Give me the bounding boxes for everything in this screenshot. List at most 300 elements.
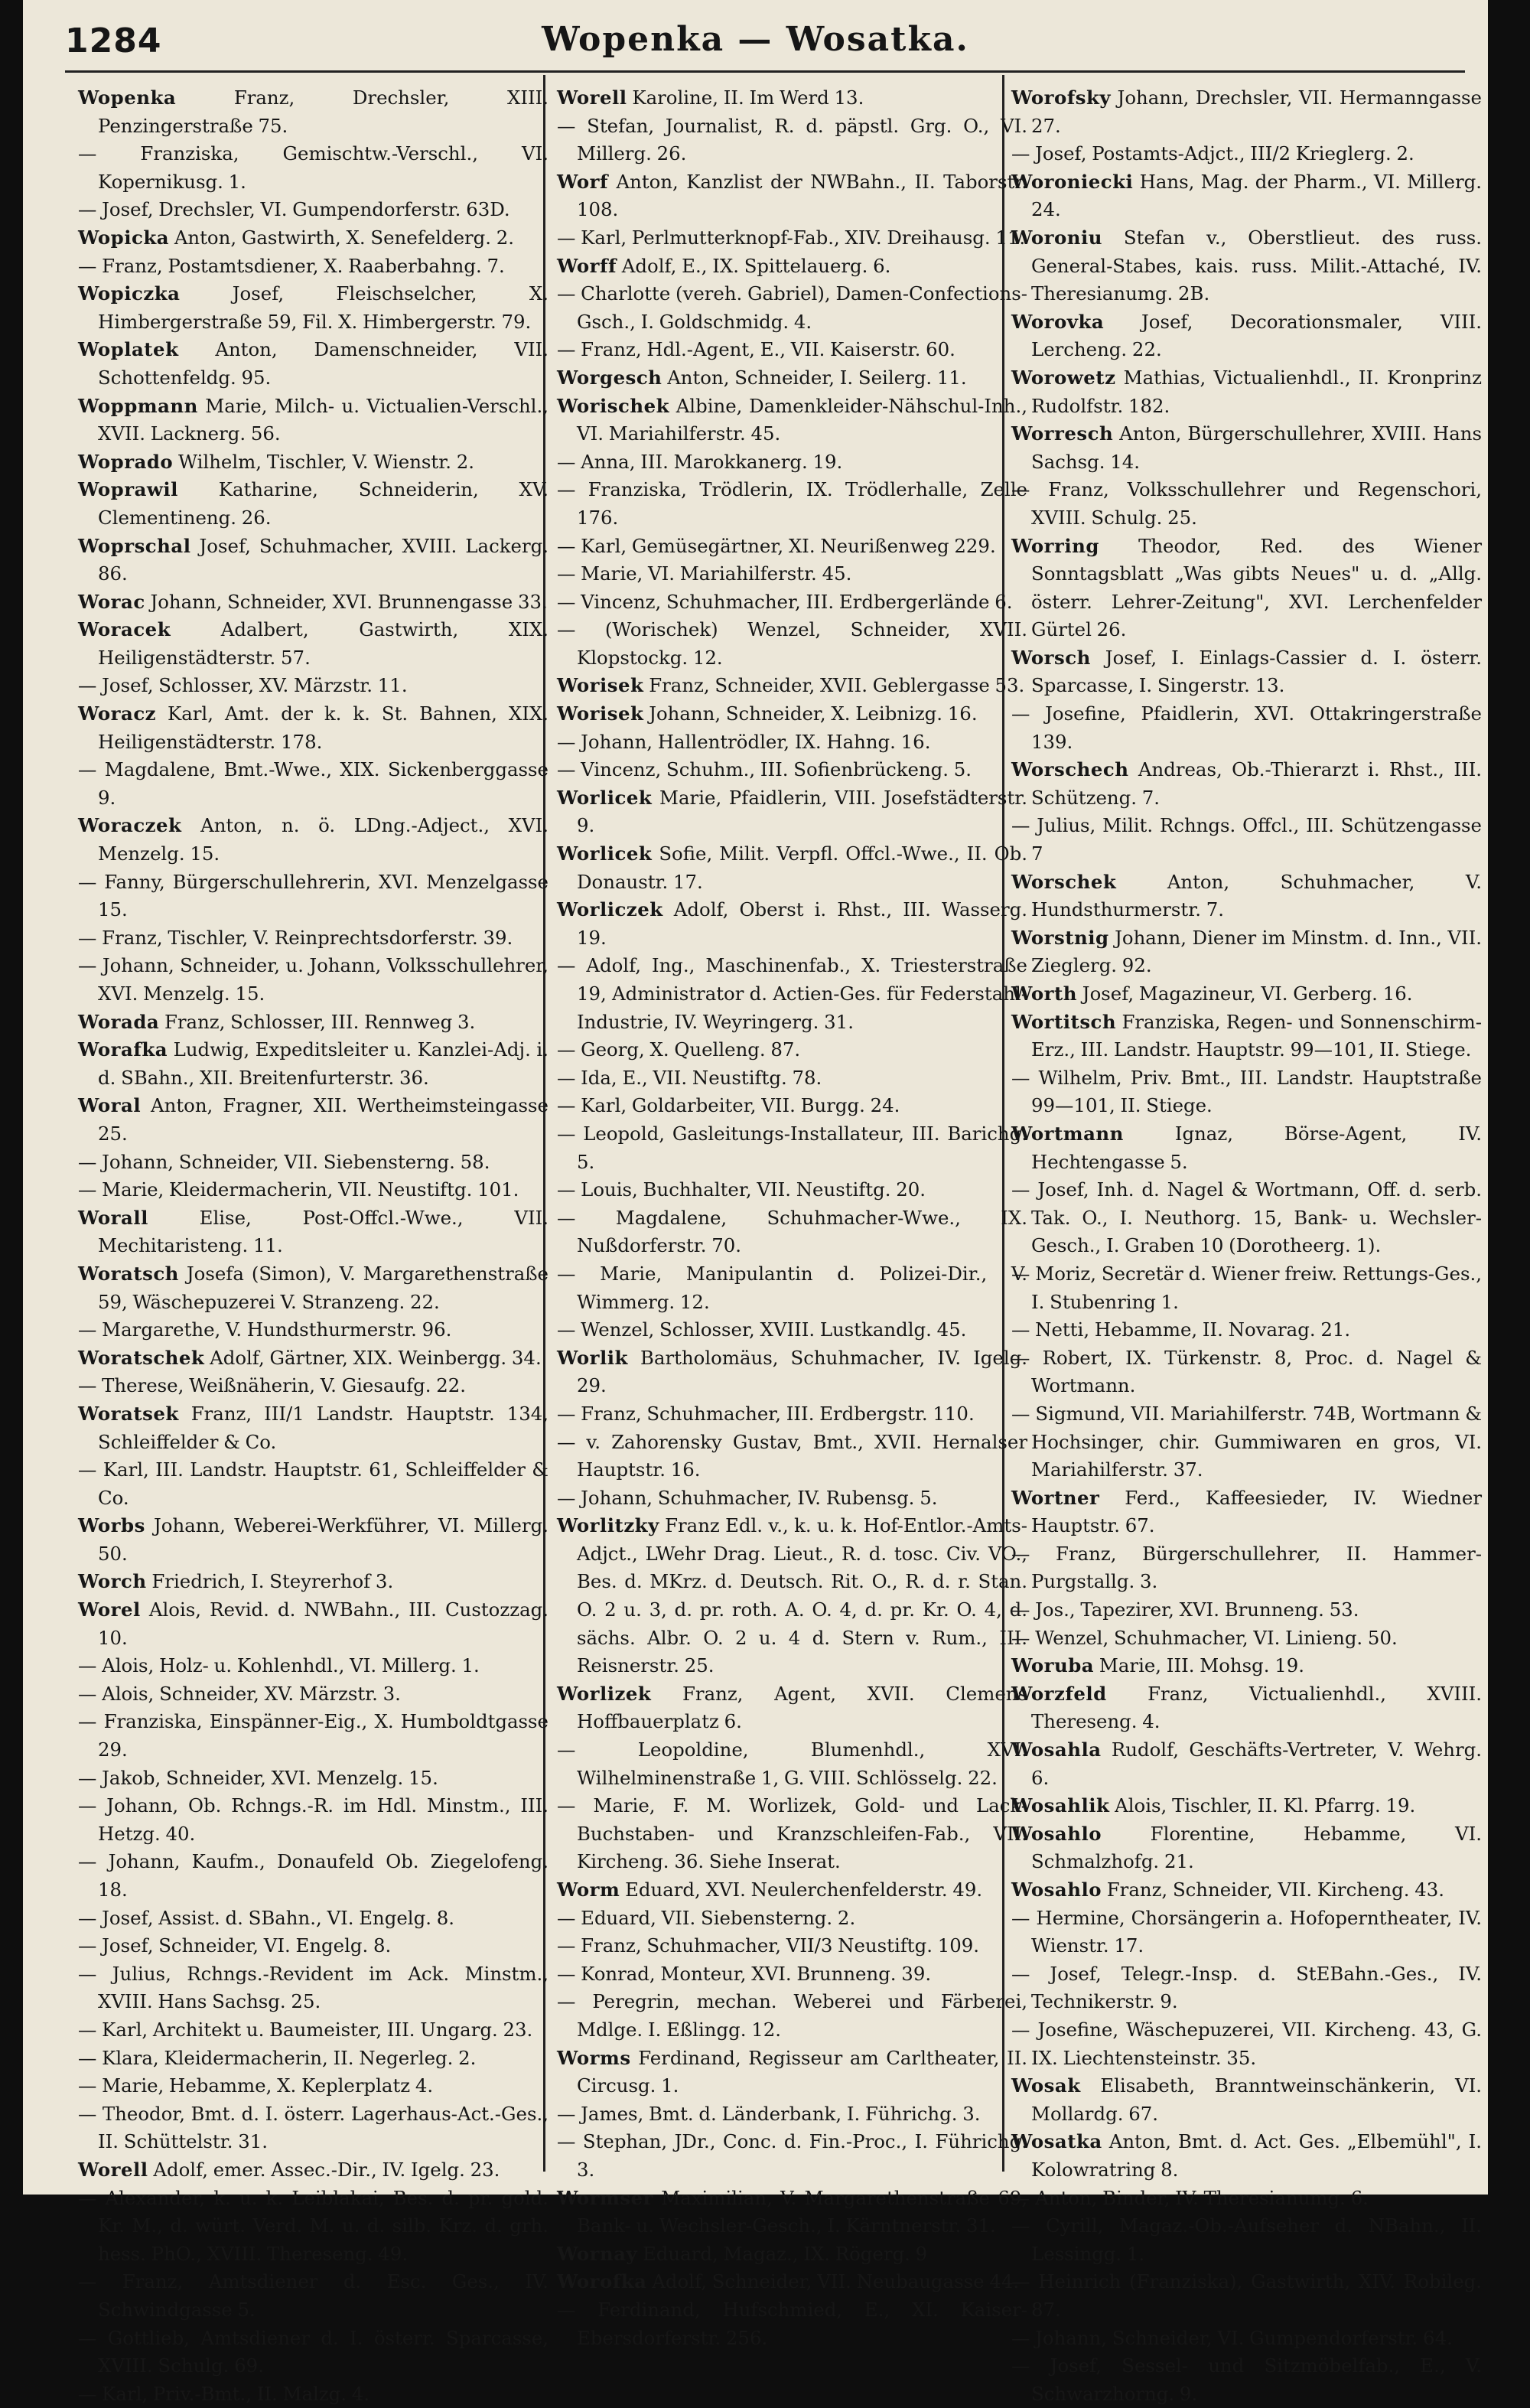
entry-details: — Heinrich (Franziska), Gastwirth, XIV. Robileg. 87.: [1011, 2270, 1482, 2321]
entry-details: — Wenzel, Schlosser, XVIII. Lustkandlg. 45.: [557, 1318, 967, 1341]
directory-entry: [78, 1204, 549, 1260]
entry-surname: Woroniecki: [1011, 170, 1134, 193]
entry-details: — Margarethe, V. Hundsthurmerstr. 96.: [78, 1318, 452, 1341]
directory-entry: [1011, 2016, 1482, 2072]
directory-entry: [557, 728, 1027, 757]
entry-details: Ferdinand, Regisseur am Carltheater, II. Circusg. 1.: [577, 2046, 1027, 2097]
directory-entry: [557, 1736, 1027, 1792]
entry-details: Eduard, XVI. Neulerchenfelderstr. 49.: [625, 1879, 983, 1901]
entry-surname: Worlik: [557, 1346, 628, 1369]
entry-surname: Worofka: [557, 2270, 647, 2293]
directory-entry: [557, 1429, 1027, 1484]
directory-entry: [1011, 1008, 1482, 1064]
entry-surname: Wortitsch: [1011, 1010, 1117, 1033]
entry-details: Franz, Drechsler, XIII. Penzingerstraße 75.: [98, 86, 549, 137]
column-right: [1011, 84, 1482, 2405]
entry-details: — Cyrill, Magaz.-Ob.-Aufseher d. NBahn., II. Lessingg. 1.: [1011, 2214, 1482, 2265]
directory-entry: [78, 2045, 549, 2073]
directory-entry: [78, 616, 549, 672]
directory-entry: [78, 2268, 549, 2324]
directory-entry: [557, 1064, 1027, 1093]
directory-entry: [78, 700, 549, 756]
directory-entry: [1011, 2325, 1482, 2353]
directory-entry: [1011, 1316, 1482, 1344]
directory-entry: [557, 1204, 1027, 1260]
directory-entry: [78, 1344, 549, 1373]
entry-details: — Johann, Kaufm., Donaufeld Ob. Ziegelofeng. 18.: [78, 1850, 549, 1901]
directory-entry: [78, 1372, 549, 1400]
entry-details: — Josef, Telegr.-Insp. d. StEBahn.-Ges., IV. Technikerstr. 9.: [1011, 1962, 1482, 2013]
column-middle: [557, 84, 1027, 2349]
directory-entry: [557, 1960, 1027, 1989]
entry-details: Florentine, Hebamme, VI. Schmalzhofg. 21.: [1031, 1822, 1482, 1873]
entry-details: — Stephan, JDr., Conc. d. Fin.-Proc., I. Führichg. 3.: [557, 2130, 1027, 2181]
directory-entry: [1011, 868, 1482, 924]
entry-details: Andreas, Ob.-Thierarzt i. Rhst., III. Schützeng. 7.: [1031, 758, 1482, 809]
entry-details: Ignaz, Börse-Agent, IV. Hechtengasse 5.: [1031, 1122, 1482, 1173]
entry-details: — Josefine, Wäschepuzerei, VII. Kircheng. 43, G. IX. Liechtensteinstr. 35.: [1011, 2018, 1482, 2069]
directory-entry: [1011, 1596, 1482, 1624]
directory-entry: [557, 533, 1027, 561]
directory-entry: [78, 1456, 549, 1512]
entry-details: — Josef, Drechsler, VI. Gumpendorferstr. 63D.: [78, 198, 510, 221]
entry-details: Adolf, Gärtner, XIX. Weinbergg. 34.: [210, 1346, 542, 1369]
entry-details: — Franziska, Trödlerin, IX. Trödlerhalle, Zelle 176.: [557, 478, 1027, 529]
entry-surname: Worofsky: [1011, 86, 1112, 109]
entry-details: Karl, Amt. der k. k. St. Bahnen, XIX. Heiligenstädterstr. 178.: [98, 702, 549, 753]
directory-entry: [557, 112, 1027, 168]
entry-surname: Worf: [557, 170, 609, 193]
directory-entry: [78, 1652, 549, 1680]
entry-details: — Konrad, Monteur, XVI. Brunneng. 39.: [557, 1962, 932, 1985]
directory-entry: [557, 1400, 1027, 1429]
entry-details: — Fanny, Bürgerschullehrerin, XVI. Menzelgasse 15.: [78, 870, 549, 921]
entry-details: Anton, Damenschneider, VII. Schottenfeldg. 95.: [98, 338, 549, 389]
directory-entry: [557, 1512, 1027, 1680]
entry-details: Eduard, Magaz., IX. Rögerg. 9: [643, 2242, 928, 2265]
directory-entry: [78, 1036, 549, 1092]
directory-entry: [557, 952, 1027, 1036]
entry-details: — Franz, Volksschullehrer und Regenschori, XVIII. Schulg. 25.: [1011, 478, 1482, 529]
entry-details: — Johann, Schuhmacher, IV. Rubensg. 5.: [557, 1486, 938, 1509]
header-rule: [65, 70, 1465, 73]
entry-surname: Worliczek: [557, 898, 663, 921]
directory-entry: [1011, 980, 1482, 1008]
entry-details: — Franz, Postamtsdiener, X. Raaberbahng. 7.: [78, 254, 505, 277]
directory-entry: [1011, 1680, 1482, 1736]
entry-surname: Worth: [1011, 982, 1078, 1005]
entry-details: — Vincenz, Schuhmacher, III. Erdbergerlände 6.: [557, 590, 1013, 613]
entry-details: Adalbert, Gastwirth, XIX. Heiligenstädterstr. 57.: [98, 618, 549, 669]
entry-details: Josef, Decorationsmaler, VIII. Lercheng. 22.: [1031, 310, 1482, 361]
entry-details: Adolf, Schneider, VII. Neubaugasse 44.: [652, 2270, 1020, 2293]
entry-details: Elisabeth, Branntweinschänkerin, VI. Mollardg. 67.: [1031, 2074, 1482, 2125]
entry-details: — Julius, Milit. Rchngs. Offcl., III. Schützengasse 7: [1011, 814, 1482, 865]
entry-details: Sofie, Milit. Verpfl. Offcl.-Wwe., II. Ob. Donaustr. 17.: [577, 842, 1027, 893]
entry-details: — Karl, Priv.-Bmt., II. Malzg. 4.: [78, 2382, 370, 2405]
entry-details: Ferd., Kaffeesieder, IV. Wiedner Hauptstr. 67.: [1031, 1486, 1482, 1537]
entry-details: — Karl, Perlmutterknopf-Fab., XIV. Dreihausg. 11.: [557, 226, 1026, 249]
entry-details: Franz, Victualienhdl., XVIII. Thereseng. 4.: [1031, 1682, 1482, 1733]
entry-surname: Wosahla: [1011, 1738, 1102, 1761]
entry-surname: Woprado: [78, 450, 174, 473]
directory-entry: [557, 1988, 1027, 2044]
entry-details: — Alexander, k. u. k. Leiblakai, Bes. d. pr. gold. Kr. M., d. würt. Verd. M. u. d. silb. Krz. d. grh. hess. PhO., XVIII. Thereseng. 49.: [78, 2186, 549, 2265]
entry-details: — Johann, Schneider, VII. Siebensterng. 58.: [78, 1150, 490, 1173]
entry-surname: Wortner: [1011, 1486, 1100, 1509]
directory-entry: [1011, 1652, 1482, 1680]
directory-entry: [557, 1932, 1027, 1960]
entry-details: Hans, Mag. der Pharm., VI. Millerg. 24.: [1031, 170, 1482, 221]
entry-details: — Jakob, Schneider, XVI. Menzelg. 15.: [78, 1766, 438, 1789]
entry-details: Ludwig, Expeditsleiter u. Kanzlei-Adj. i. d. SBahn., XII. Breitenfurterstr. 36.: [98, 1038, 549, 1089]
directory-entry: [78, 1764, 549, 1793]
directory-entry: [557, 1484, 1027, 1513]
entry-details: Anton, Gastwirth, X. Senefelderg. 2.: [174, 226, 515, 249]
entry-details: — Sigmund, VII. Mariahilferstr. 74B, Wortmann & Hochsinger, chir. Gummiwaren en gros, VI. Mariahilferstr. 37.: [1011, 1402, 1482, 1481]
entry-details: Josef, Schuhmacher, XVIII. Lackerg. 86.: [98, 534, 549, 585]
entry-surname: Worresch: [1011, 422, 1114, 445]
entry-surname: Worschech: [1011, 758, 1129, 781]
directory-entry: [78, 1316, 549, 1344]
entry-details: — Charlotte (vereh. Gabriel), Damen-Confections-Gsch., I. Goldschmidg. 4.: [557, 282, 1027, 333]
directory-page: [23, 0, 1488, 2405]
directory-entry: [78, 1400, 549, 1456]
directory-entry: [78, 1596, 549, 1652]
entry-details: — Josef, Schlosser, XV. Märzstr. 11.: [78, 674, 408, 697]
directory-entry: [1011, 812, 1482, 868]
entry-details: — Karl, Architekt u. Baumeister, III. Ungarg. 23.: [78, 2018, 533, 2041]
directory-entry: [557, 1876, 1027, 1905]
directory-entry: [78, 224, 549, 253]
entry-surname: Woplatek: [78, 338, 179, 361]
entry-details: Alois, Revid. d. NWBahn., III. Custozzag. 10.: [98, 1598, 549, 1649]
entry-details: — Franz, Amtsdiener d. Esc. Ges., IV. Schwindgasse 5.: [78, 2270, 549, 2321]
entry-details: — Ferdinand, Hufschmied, E., XI. Kaiser-Ebersdorferstr. 256.: [557, 2298, 1027, 2349]
directory-entry: [557, 1905, 1027, 1933]
directory-entry: [78, 336, 549, 392]
directory-entry: [557, 2045, 1027, 2100]
entry-details: Theodor, Red. des Wiener Sonntagsblatt „Was gibts Neues" u. d. „Allg. österr. Lehrer-Zeitung", XVI. Lerchenfelder Gürtel 26.: [1031, 534, 1482, 641]
entry-details: — Josef, Postamts-Adjct., III/2 Krieglerg. 2.: [1011, 142, 1414, 165]
directory-entry: [1011, 924, 1482, 980]
entry-details: — Leopold, Gasleitungs-Installateur, III. Barichg. 5.: [557, 1122, 1027, 1173]
directory-entry: [557, 1260, 1027, 1316]
directory-entry: [78, 1008, 549, 1037]
entry-surname: Worac: [78, 590, 145, 613]
directory-entry: [78, 1960, 549, 2016]
entry-details: — Franz, Tischler, V. Reinprechtsdorferstr. 39.: [78, 926, 513, 949]
entry-surname: Woratschek: [78, 1346, 205, 1369]
directory-entry: [78, 756, 549, 812]
entry-details: Josef, I. Einlags-Cassier d. I. österr. Sparcasse, I. Singerstr. 13.: [1031, 646, 1482, 697]
entry-surname: Woratsch: [78, 1262, 179, 1285]
entry-surname: Wosatka: [1011, 2130, 1102, 2153]
directory-entry: [78, 672, 549, 700]
directory-entry: [557, 2268, 1027, 2296]
entry-surname: Worgesch: [557, 366, 662, 389]
entry-surname: Woppmann: [78, 394, 198, 417]
entry-details: — Franziska, Einspänner-Eig., X. Humboldtgasse 29.: [78, 1710, 549, 1761]
entry-details: — Ida, E., VII. Neustiftg. 78.: [557, 1066, 822, 1089]
entry-details: Marie, III. Mohsg. 19.: [1099, 1654, 1305, 1677]
directory-entry: [78, 448, 549, 477]
entry-details: — Therese, Weißnäherin, V. Giesaufg. 22.: [78, 1374, 467, 1397]
directory-entry: [557, 253, 1027, 281]
entry-surname: Worisek: [557, 702, 644, 725]
directory-entry: [1011, 756, 1482, 812]
entry-details: — Karl, Gemüsegärtner, XI. Neurißenweg 229.: [557, 534, 996, 557]
entry-details: — Gottlieb, Amtsdiener d. I. österr. Sparcasse, XVIII. Schulg. 69.: [78, 2326, 549, 2377]
directory-entry: [1011, 1540, 1482, 1596]
entry-surname: Wosahlo: [1011, 1822, 1102, 1845]
directory-entry: [78, 1149, 549, 1177]
entry-details: — Franz, Hdl.-Agent, E., VII. Kaiserstr. 60.: [557, 338, 955, 361]
entry-details: — Stefan, Journalist, R. d. päpstl. Grg. O., VI. Millerg. 26.: [557, 114, 1027, 165]
entry-surname: Worbs: [78, 1514, 145, 1537]
entry-surname: Worstnig: [1011, 926, 1109, 949]
directory-entry: [557, 2100, 1027, 2129]
directory-entry: [1011, 1260, 1482, 1316]
entry-details: Josef, Magazineur, VI. Gerberg. 16.: [1082, 982, 1413, 1005]
directory-entry: [78, 1568, 549, 1596]
directory-entry: [557, 448, 1027, 477]
entry-surname: Woroniu: [1011, 226, 1103, 249]
directory-entry: [557, 1120, 1027, 1176]
entry-surname: Woratsek: [78, 1402, 179, 1425]
entry-surname: Worsch: [1011, 646, 1091, 669]
directory-entry: [78, 533, 549, 588]
entry-surname: Worlitzky: [557, 1514, 659, 1537]
entry-surname: Worms: [557, 2046, 631, 2069]
directory-entry: [78, 2016, 549, 2045]
entry-surname: Worlicek: [557, 842, 653, 865]
page-title: Wopenka — Wosatka.: [542, 20, 969, 59]
directory-entry: [557, 84, 1027, 112]
entry-surname: Woruba: [1011, 1654, 1095, 1677]
entry-details: Johann, Schneider, XVI. Brunnengasse 33.: [150, 590, 548, 613]
entry-details: Marie, Pfaidlerin, VIII. Josefstädterstr. 9.: [577, 786, 1027, 837]
entry-details: Anton, Bmt. d. Act. Ges. „Elbemühl", I. Kolowratring 8.: [1031, 2130, 1482, 2181]
entry-details: — Johann, Schneider, VI. Gumpendorferstr. 64.: [1011, 2326, 1453, 2349]
entry-surname: Worch: [78, 1570, 147, 1593]
entry-details: Albine, Damenkleider-Nähschul-Inh., VI. Mariahilferstr. 45.: [577, 394, 1027, 445]
entry-details: — Vincenz, Schuhm., III. Sofienbrückeng. 5.: [557, 758, 972, 781]
entry-details: — Robert, IX. Türkenstr. 8, Proc. d. Nagel & Wortmann.: [1011, 1346, 1482, 1397]
entry-details: Johann, Diener im Minstm. d. Inn., VII. Zieglerg. 92.: [1031, 926, 1482, 977]
entry-surname: Woracz: [78, 702, 157, 725]
page-number: 1284: [65, 21, 162, 60]
directory-entry: [557, 756, 1027, 784]
entry-details: — Louis, Buchhalter, VII. Neustiftg. 20.: [557, 1178, 926, 1201]
entry-details: — Julius, Rchngs.-Revident im Ack. Minstm., XVIII. Hans Sachsg. 25.: [78, 1962, 549, 2013]
entry-details: — Marie, F. M. Worlizek, Gold- und Lack-Buchstaben- und Kranzschleifen-Fab., VII. Kircheng. 36. Siehe Inserat.: [557, 1794, 1027, 1873]
directory-entry: [1011, 1344, 1482, 1400]
entry-surname: Woprawil: [78, 478, 178, 501]
entry-details: — Franziska, Gemischtw.-Verschl., VI. Kopernikusg. 1.: [78, 142, 549, 193]
entry-details: — Franz, Bürgerschullehrer, II. Hammer-Purgstallg. 3.: [1011, 1542, 1482, 1593]
entry-details: — Karl, III. Landstr. Hauptstr. 61, Schleiffelder & Co.: [78, 1458, 549, 1509]
directory-entry: [78, 1512, 549, 1568]
directory-entry: [1011, 1400, 1482, 1484]
entry-surname: Wosahlik: [1011, 1794, 1110, 1817]
entry-details: — Josefine, Pfaidlerin, XVI. Ottakringerstraße 139.: [1011, 702, 1482, 753]
entry-surname: Worada: [78, 1010, 160, 1033]
entry-details: — (Worischek) Wenzel, Schneider, XVII. Klopstockg. 12.: [557, 618, 1027, 669]
entry-details: Johann, Schneider, X. Leibnizg. 16.: [649, 702, 978, 725]
entry-surname: Woraczek: [78, 814, 182, 837]
entry-details: — James, Bmt. d. Länderbank, I. Führichg. 3.: [557, 2102, 981, 2125]
directory-entry: [557, 168, 1027, 224]
entry-details: Anton, Schuhmacher, V. Hundsthurmerstr. 7.: [1031, 870, 1482, 921]
directory-entry: [78, 2100, 549, 2156]
entry-surname: Worlicek: [557, 786, 653, 809]
entry-details: Anton, Schneider, I. Seilerg. 11.: [667, 366, 967, 389]
entry-surname: Woracek: [78, 618, 171, 641]
entry-surname: Worell: [557, 86, 627, 109]
directory-entry: [1011, 420, 1482, 476]
entry-details: Franz, Schlosser, III. Rennweg 3.: [164, 1010, 476, 1033]
directory-entry: [1011, 1820, 1482, 1876]
entry-surname: Wopenka: [78, 86, 177, 109]
entry-details: — Moriz, Secretär d. Wiener freiw. Rettungs-Ges., I. Stubenring 1.: [1011, 1262, 1482, 1313]
entry-details: — Wilhelm, Priv. Bmt., III. Landstr. Hauptstraße 99—101, II. Stiege.: [1011, 1066, 1482, 1117]
entry-details: Wilhelm, Tischler, V. Wienstr. 2.: [177, 450, 474, 473]
entry-details: — Anton, Binder, IV. Theresianumg. 6.: [1011, 2186, 1369, 2209]
entry-details: Bartholomäus, Schuhmacher, IV. Igelg. 29.: [577, 1346, 1027, 1397]
entry-details: Mathias, Victualienhdl., II. Kronprinz Rudolfstr. 182.: [1031, 366, 1482, 417]
entry-details: Josef, Fleischselcher, X. Himbergerstraße 59, Fil. X. Himbergerstr. 79.: [98, 282, 549, 333]
entry-details: Adolf, Oberst i. Rhst., III. Wasserg. 19.: [577, 898, 1027, 949]
directory-entry: [557, 2128, 1027, 2184]
directory-entry: [557, 1680, 1027, 1736]
entry-surname: Woral: [78, 1094, 142, 1117]
directory-entry: [557, 476, 1027, 532]
directory-entry: [78, 1932, 549, 1960]
directory-entry: [78, 1680, 549, 1709]
directory-entry: [78, 588, 549, 617]
directory-entry: [78, 84, 549, 140]
entry-details: Franz, Agent, XVII. Clemens Hoffbauerplatz 6.: [577, 1682, 1027, 1733]
entry-details: — Klara, Kleidermacherin, II. Negerleg. 2.: [78, 2046, 477, 2069]
entry-surname: Wornay: [557, 2242, 638, 2265]
entry-details: Adolf, emer. Assec.-Dir., IV. Igelg. 23.: [153, 2158, 500, 2181]
entry-details: — Netti, Hebamme, II. Novarag. 21.: [1011, 1318, 1351, 1341]
directory-entry: [557, 896, 1027, 952]
directory-entry: [557, 784, 1027, 840]
entry-details: — Johann, Ob. Rchngs.-R. im Hdl. Minstm., III. Hetzg. 40.: [78, 1794, 549, 1845]
entry-details: Elise, Post-Offcl.-Wwe., VII. Mechitaristeng. 11.: [98, 1206, 549, 1257]
directory-entry: [1011, 2352, 1482, 2408]
entry-surname: Worff: [557, 254, 617, 277]
directory-entry: [557, 364, 1027, 393]
directory-entry: [557, 1792, 1027, 1876]
directory-entry: [1011, 1960, 1482, 2016]
directory-entry: [1011, 1792, 1482, 1820]
entry-details: Anton, Bürgerschullehrer, XVIII. Hans Sachsg. 14.: [1031, 422, 1482, 473]
entry-details: — Eduard, VII. Siebensterng. 2.: [557, 1906, 856, 1929]
entry-details: Karoline, II. Im Werd 13.: [632, 86, 864, 109]
entry-surname: Wopiczka: [78, 282, 181, 305]
directory-entry: [1011, 2212, 1482, 2268]
directory-entry: [78, 140, 549, 196]
entry-surname: Wortmann: [1011, 1122, 1124, 1145]
entry-details: — Georg, X. Quelleng. 87.: [557, 1038, 801, 1061]
directory-entry: [78, 868, 549, 924]
directory-entry: [557, 672, 1027, 700]
entry-details: — Magdalene, Schuhmacher-Wwe., IX. Nußdorferstr. 70.: [557, 1206, 1027, 1257]
directory-entry: [557, 2185, 1027, 2240]
directory-entry: [78, 2380, 549, 2408]
directory-entry: [1011, 1624, 1482, 1653]
entry-details: Anton, Fragner, XII. Wertheimsteingasse 25.: [98, 1094, 549, 1145]
directory-entry: [78, 196, 549, 224]
directory-entry: [557, 1036, 1027, 1064]
directory-entry: [1011, 1905, 1482, 1960]
directory-entry: [78, 1092, 549, 1148]
directory-entry: [78, 1905, 549, 1933]
directory-entry: [78, 393, 549, 448]
directory-entry: [1011, 2128, 1482, 2184]
directory-entry: [78, 1176, 549, 1204]
directory-entry: [1011, 1176, 1482, 1260]
directory-entry: [557, 224, 1027, 253]
directory-entry: [557, 1344, 1027, 1400]
directory-entry: [557, 560, 1027, 588]
entry-details: — Marie, VI. Mariahilferstr. 45.: [557, 562, 852, 585]
entry-surname: Wosahlo: [1011, 1879, 1102, 1901]
directory-entry: [557, 700, 1027, 728]
entry-details: Maximilian, V. Margarethenstraße 69, Bank- u. Wechsler-Gesch., I. Kärntnerstr. 31.: [577, 2186, 1027, 2237]
entry-surname: Worring: [1011, 534, 1099, 557]
entry-details: — Magdalene, Bmt.-Wwe., XIX. Sickenberggasse 9.: [78, 758, 549, 809]
directory-entry: [78, 2072, 549, 2100]
entry-surname: Worm: [557, 1879, 620, 1901]
directory-entry: [78, 1708, 549, 1764]
entry-details: Josefa (Simon), V. Margarethenstraße 59, Wäschepuzerei V. Stranzeng. 22.: [98, 1262, 549, 1313]
directory-entry: [1011, 140, 1482, 168]
entry-surname: Wopicka: [78, 226, 170, 249]
entry-details: — Josef, Sessel- und Sitzmöbelfab., E., V. Schwarzhorng. 9.: [1011, 2354, 1482, 2405]
entry-details: — Marie, Manipulantin d. Polizei-Dir., V. Wimmerg. 12.: [557, 1262, 1027, 1313]
entry-details: — Alois, Schneider, XV. Märzstr. 3.: [78, 1682, 401, 1705]
directory-entry: [78, 924, 549, 953]
entry-details: — Josef, Schneider, VI. Engelg. 8.: [78, 1934, 392, 1957]
directory-entry: [557, 616, 1027, 672]
entry-details: — Josef, Assist. d. SBahn., VI. Engelg. 8.: [78, 1906, 454, 1929]
directory-entry: [1011, 1120, 1482, 1176]
directory-entry: [557, 280, 1027, 336]
directory-entry: [1011, 1064, 1482, 1120]
directory-entry: [78, 952, 549, 1008]
entry-surname: Worovka: [1011, 310, 1105, 333]
entry-details: Adolf, E., IX. Spittelauerg. 6.: [621, 254, 891, 277]
entry-details: — Wenzel, Schuhmacher, VI. Linieng. 50.: [1011, 1626, 1398, 1649]
entry-details: — Jos., Tapezirer, XVI. Brunneng. 53.: [1011, 1598, 1359, 1621]
directory-entry: [1011, 364, 1482, 420]
column-left: [78, 84, 549, 2405]
directory-entry: [1011, 168, 1482, 224]
directory-entry: [557, 1092, 1027, 1120]
entry-details: Anton, n. ö. LDng.-Adject., XVI. Menzelg. 15.: [98, 814, 549, 865]
entry-surname: Worschek: [1011, 870, 1117, 893]
entry-details: Friedrich, I. Steyrerhof 3.: [151, 1570, 394, 1593]
entry-details: — Hermine, Chorsängerin a. Hofoperntheater, IV. Wienstr. 17.: [1011, 1906, 1482, 1957]
directory-entry: [78, 2156, 549, 2185]
directory-entry: [557, 336, 1027, 364]
entry-details: Marie, Milch- u. Victualien-Verschl., XVII. Lacknerg. 56.: [98, 394, 549, 445]
directory-entry: [78, 280, 549, 336]
